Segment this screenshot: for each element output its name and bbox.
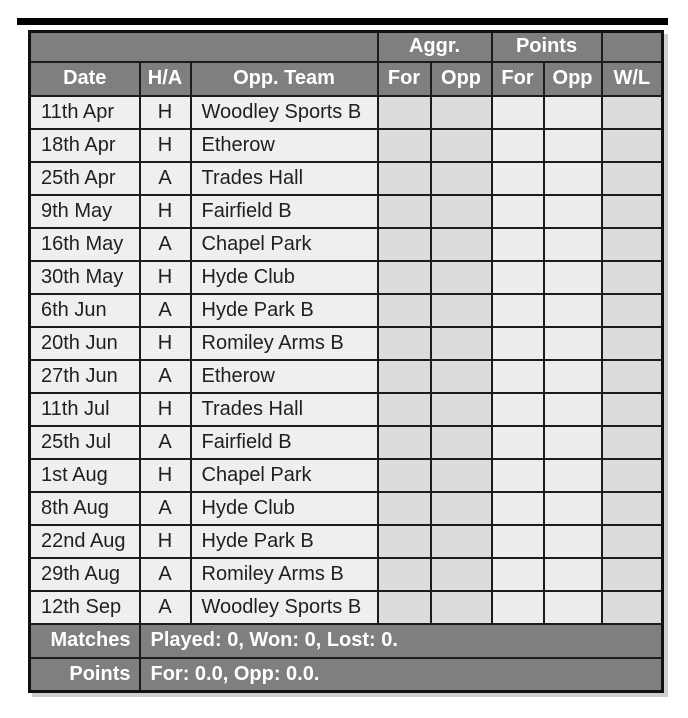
header-columns-row xyxy=(30,62,663,96)
aggr-for-cell xyxy=(378,426,431,459)
opponent-cell: Hyde Park B xyxy=(191,525,378,558)
points-for-cell xyxy=(492,426,544,459)
date-cell: 6th Jun xyxy=(30,294,140,327)
date-cell: 30th May xyxy=(30,261,140,294)
points-opp-cell xyxy=(544,129,602,162)
points-for-cell xyxy=(492,525,544,558)
aggr-opp-cell xyxy=(431,393,492,426)
win-loss-cell xyxy=(602,162,663,195)
aggr-for-cell xyxy=(378,261,431,294)
date-cell: 27th Jun xyxy=(30,360,140,393)
date-cell: 11th Jul xyxy=(30,393,140,426)
aggr-opp-cell xyxy=(431,228,492,261)
date-cell: 16th May xyxy=(30,228,140,261)
aggr-opp-cell xyxy=(431,492,492,525)
home-away-column-header: H/A xyxy=(140,62,191,96)
points-group-header: Points xyxy=(492,32,602,62)
fixture-row xyxy=(30,129,663,162)
points-opp-cell xyxy=(544,294,602,327)
aggr-for-cell xyxy=(378,96,431,129)
fixture-row xyxy=(30,393,663,426)
points-opp-cell xyxy=(544,261,602,294)
points-opp-cell xyxy=(544,393,602,426)
points-for-cell xyxy=(492,360,544,393)
fixture-row xyxy=(30,96,663,129)
points-for-cell xyxy=(492,129,544,162)
aggr-for-cell xyxy=(378,558,431,591)
aggr-opp-cell xyxy=(431,294,492,327)
fixtures-body xyxy=(30,96,663,624)
win-loss-cell xyxy=(602,96,663,129)
points-for-cell xyxy=(492,327,544,360)
opponent-cell: Etherow xyxy=(191,360,378,393)
opponent-cell: Trades Hall xyxy=(191,393,378,426)
win-loss-cell xyxy=(602,558,663,591)
fixture-row xyxy=(30,492,663,525)
home-away-cell: H xyxy=(140,129,191,162)
aggr-for-cell xyxy=(378,360,431,393)
points-for-cell xyxy=(492,492,544,525)
fixture-row xyxy=(30,591,663,624)
aggr-for-cell xyxy=(378,228,431,261)
top-rule xyxy=(17,18,668,25)
home-away-cell: H xyxy=(140,525,191,558)
matches-summary-label: Matches xyxy=(30,624,140,658)
date-cell: 12th Sep xyxy=(30,591,140,624)
home-away-cell: H xyxy=(140,327,191,360)
opponent-cell: Trades Hall xyxy=(191,162,378,195)
home-away-cell: A xyxy=(140,294,191,327)
aggr-opp-cell xyxy=(431,327,492,360)
points-for-cell xyxy=(492,591,544,624)
date-cell: 25th Jul xyxy=(30,426,140,459)
aggr-opp-cell xyxy=(431,360,492,393)
home-away-cell: A xyxy=(140,162,191,195)
aggr-opp-column-header: Opp xyxy=(431,62,492,96)
home-away-cell: A xyxy=(140,492,191,525)
points-for-cell xyxy=(492,393,544,426)
opponent-cell: Hyde Club xyxy=(191,492,378,525)
aggr-opp-cell xyxy=(431,129,492,162)
fixture-row xyxy=(30,195,663,228)
opponent-cell: Fairfield B xyxy=(191,195,378,228)
header-group-row xyxy=(30,32,663,62)
points-for-cell xyxy=(492,459,544,492)
matches-summary-row xyxy=(30,624,663,658)
aggr-opp-cell xyxy=(431,591,492,624)
aggr-group-header: Aggr. xyxy=(378,32,492,62)
points-opp-cell xyxy=(544,591,602,624)
win-loss-cell xyxy=(602,426,663,459)
matches-summary-value: Played: 0, Won: 0, Lost: 0. xyxy=(140,624,663,658)
date-cell: 29th Aug xyxy=(30,558,140,591)
date-cell: 22nd Aug xyxy=(30,525,140,558)
aggr-opp-cell xyxy=(431,96,492,129)
date-cell: 8th Aug xyxy=(30,492,140,525)
date-cell: 11th Apr xyxy=(30,96,140,129)
aggr-opp-cell xyxy=(431,426,492,459)
win-loss-cell xyxy=(602,195,663,228)
points-summary-value: For: 0.0, Opp: 0.0. xyxy=(140,658,663,692)
home-away-cell: A xyxy=(140,426,191,459)
opponent-cell: Chapel Park xyxy=(191,228,378,261)
win-loss-cell xyxy=(602,492,663,525)
opponent-column-header: Opp. Team xyxy=(191,62,378,96)
points-opp-cell xyxy=(544,558,602,591)
opponent-cell: Fairfield B xyxy=(191,426,378,459)
home-away-cell: H xyxy=(140,393,191,426)
fixture-row xyxy=(30,525,663,558)
home-away-cell: H xyxy=(140,96,191,129)
aggr-opp-cell xyxy=(431,162,492,195)
aggr-for-cell xyxy=(378,393,431,426)
opponent-cell: Etherow xyxy=(191,129,378,162)
points-opp-cell xyxy=(544,195,602,228)
home-away-cell: A xyxy=(140,360,191,393)
date-cell: 1st Aug xyxy=(30,459,140,492)
points-for-column-header: For xyxy=(492,62,544,96)
fixture-row xyxy=(30,558,663,591)
aggr-for-cell xyxy=(378,294,431,327)
aggr-for-cell xyxy=(378,195,431,228)
aggr-for-column-header: For xyxy=(378,62,431,96)
home-away-cell: A xyxy=(140,228,191,261)
points-for-cell xyxy=(492,294,544,327)
date-column-header: Date xyxy=(30,62,140,96)
aggr-for-cell xyxy=(378,327,431,360)
home-away-cell: H xyxy=(140,195,191,228)
date-cell: 9th May xyxy=(30,195,140,228)
opponent-cell: Woodley Sports B xyxy=(191,591,378,624)
win-loss-cell xyxy=(602,459,663,492)
aggr-opp-cell xyxy=(431,558,492,591)
win-loss-column-header: W/L xyxy=(602,62,663,96)
home-away-cell: A xyxy=(140,591,191,624)
aggr-opp-cell xyxy=(431,261,492,294)
opponent-cell: Chapel Park xyxy=(191,459,378,492)
aggr-for-cell xyxy=(378,459,431,492)
date-cell: 18th Apr xyxy=(30,129,140,162)
win-loss-cell xyxy=(602,525,663,558)
fixture-row xyxy=(30,261,663,294)
points-opp-cell xyxy=(544,525,602,558)
fixture-row xyxy=(30,327,663,360)
win-loss-cell xyxy=(602,129,663,162)
points-opp-cell xyxy=(544,459,602,492)
points-summary-label: Points xyxy=(30,658,140,692)
opponent-cell: Woodley Sports B xyxy=(191,96,378,129)
opponent-cell: Romiley Arms B xyxy=(191,327,378,360)
win-loss-cell xyxy=(602,294,663,327)
aggr-for-cell xyxy=(378,129,431,162)
points-opp-cell xyxy=(544,162,602,195)
points-for-cell xyxy=(492,162,544,195)
points-opp-cell xyxy=(544,228,602,261)
points-for-cell xyxy=(492,261,544,294)
date-cell: 25th Apr xyxy=(30,162,140,195)
points-for-cell xyxy=(492,96,544,129)
aggr-for-cell xyxy=(378,591,431,624)
points-opp-cell xyxy=(544,426,602,459)
aggr-for-cell xyxy=(378,492,431,525)
home-away-cell: H xyxy=(140,261,191,294)
fixtures-table xyxy=(28,30,664,693)
opponent-cell: Hyde Park B xyxy=(191,294,378,327)
points-opp-cell xyxy=(544,360,602,393)
points-for-cell xyxy=(492,558,544,591)
fixture-row xyxy=(30,162,663,195)
home-away-cell: A xyxy=(140,558,191,591)
win-loss-cell xyxy=(602,393,663,426)
win-loss-cell xyxy=(602,261,663,294)
table-header xyxy=(30,32,663,96)
win-loss-cell xyxy=(602,327,663,360)
opponent-cell: Romiley Arms B xyxy=(191,558,378,591)
blank-header-cell xyxy=(602,32,663,62)
win-loss-cell xyxy=(602,228,663,261)
win-loss-cell xyxy=(602,591,663,624)
points-summary-row xyxy=(30,658,663,692)
aggr-opp-cell xyxy=(431,195,492,228)
fixture-row xyxy=(30,360,663,393)
home-away-cell: H xyxy=(140,459,191,492)
points-opp-cell xyxy=(544,492,602,525)
aggr-for-cell xyxy=(378,162,431,195)
table-summary xyxy=(30,624,663,692)
win-loss-cell xyxy=(602,360,663,393)
opponent-cell: Hyde Club xyxy=(191,261,378,294)
blank-header-cell xyxy=(30,32,378,62)
points-for-cell xyxy=(492,195,544,228)
points-for-cell xyxy=(492,228,544,261)
points-opp-column-header: Opp xyxy=(544,62,602,96)
date-cell: 20th Jun xyxy=(30,327,140,360)
points-opp-cell xyxy=(544,96,602,129)
fixture-row xyxy=(30,459,663,492)
aggr-opp-cell xyxy=(431,525,492,558)
fixture-row xyxy=(30,228,663,261)
aggr-for-cell xyxy=(378,525,431,558)
points-opp-cell xyxy=(544,327,602,360)
fixture-row xyxy=(30,426,663,459)
aggr-opp-cell xyxy=(431,459,492,492)
fixture-row xyxy=(30,294,663,327)
